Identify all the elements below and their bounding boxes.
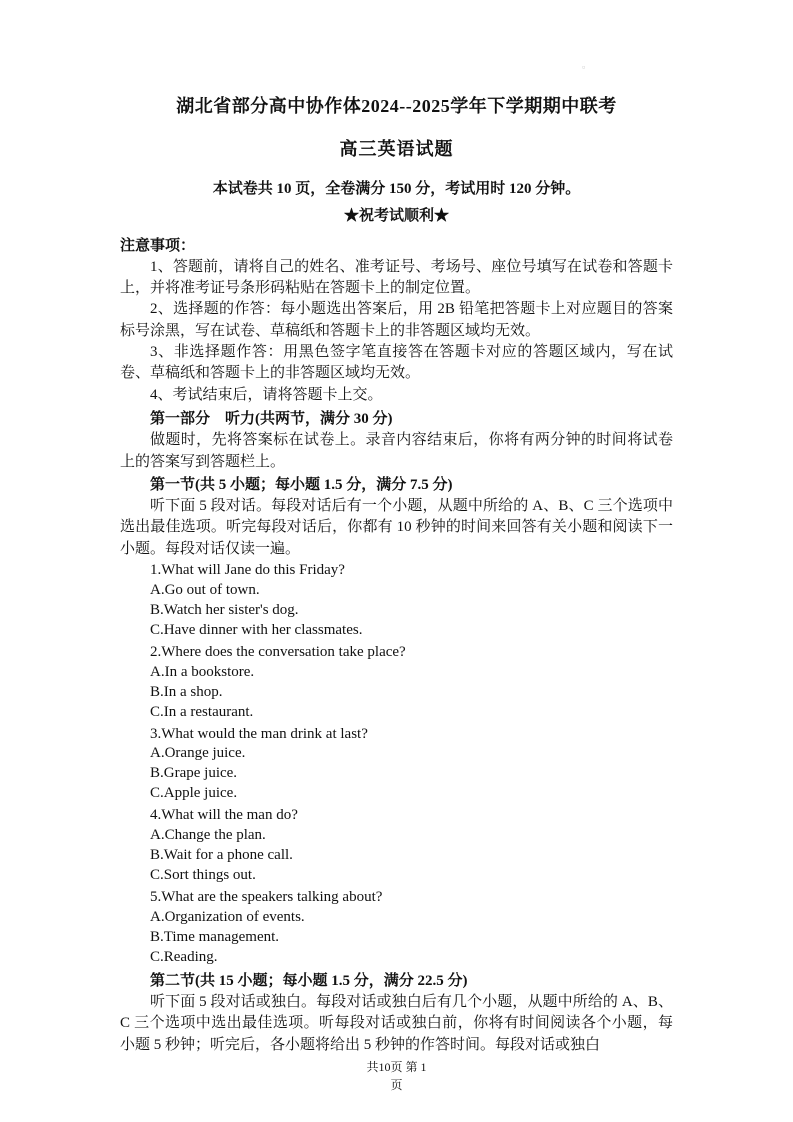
option-b: B.Time management. <box>150 928 280 945</box>
option-b: B.In a shop. <box>150 683 223 700</box>
section2-heading: 第二节(共 15 小题；每小题 1.5 分，满分 22.5 分) <box>150 972 468 989</box>
section2-intro: 听下面 5 段对话或独白。每段对话或独白后有几个小题，从题中所给的 A、B、C 三个选项中选出最佳选项。听每段对话或独白前，你将有时间阅读各个小题，每小题 5 秒钟；听完后，各小题将给出 5 秒钟的作答时间。每段对话或独白 <box>120 994 673 1053</box>
notice-item-4: 4、考试结束后，请将答题卡上交。 <box>150 386 383 403</box>
exam-title: 湖北省部分高中协作体2024--2025学年下学期期中联考 <box>176 96 617 116</box>
exam-subtitle: 高三英语试题 <box>339 139 454 159</box>
option-b: B.Watch her sister's dog. <box>150 601 299 618</box>
notice-item-1: 1、答题前，请将自己的姓名、准考证号、考场号、座位号填写在试卷和答题卡上，并将准考证号条形码粘贴在答题卡上的制定位置。 <box>120 258 673 297</box>
question-2 <box>120 643 673 723</box>
option-c: C.In a restaurant. <box>150 703 254 720</box>
part1-heading: 第一部分 听力(共两节，满分 30 分) <box>150 410 393 427</box>
question-5 <box>120 888 673 968</box>
question-1 <box>120 561 673 641</box>
option-a: A.Go out of town. <box>150 581 260 598</box>
option-b: B.Wait for a phone call. <box>150 847 293 864</box>
option-b: B.Grape juice. <box>150 765 238 782</box>
notice-item-3: 3、非选择题作答：用黑色签字笔直接答在答题卡对应的答题区域内，写在试卷、草稿纸和答题卡上的非答题区域均无效。 <box>120 344 673 382</box>
option-a: A.Organization of events. <box>150 908 305 925</box>
notice-item-2: 2、选择题的作答：每小题选出答案后，用 2B 铅笔把答题卡上对应题目的答案标号涂黑，写在试卷、草稿纸和答题卡上的非答题区域均无效。 <box>120 301 673 339</box>
question-text: 4.What will the man do? <box>150 807 298 824</box>
option-a: A.Orange juice. <box>150 745 246 762</box>
stray-mark: ▫ <box>582 62 586 72</box>
option-a: A.Change the plan. <box>150 827 266 844</box>
part1-intro: 做题时，先将答案标在试卷上。录音内容结束后，你将有两分钟的时间将试卷上的答案写到答题栏上。 <box>120 432 673 470</box>
section1-heading: 第一节(共 5 小题；每小题 1.5 分，满分 7.5 分) <box>150 476 453 493</box>
question-text: 5.What are the speakers talking about? <box>150 889 383 906</box>
exam-info: 本试卷共 10 页，全卷满分 150 分，考试用时 120 分钟。 <box>212 181 581 197</box>
question-3 <box>120 725 673 805</box>
section1-intro: 听下面 5 段对话。每段对话后有一个小题，从题中所给的 A、B、C 三个选项中选出最佳选项。听完每段对话后，你都有 10 秒钟的时间来回答有关小题和阅读下一小题。每段对话仅读一遍。 <box>120 498 673 557</box>
footer-line-1: 共10页 第 1 <box>366 1060 427 1074</box>
notice-heading: 注意事项： <box>120 237 196 254</box>
question-text: 1.What will Jane do this Friday? <box>150 562 345 579</box>
question-4 <box>120 806 673 886</box>
option-c: C.Reading. <box>150 948 218 965</box>
question-text: 3.What would the man drink at last? <box>150 725 368 742</box>
exam-wish: ★祝考试顺利★ <box>343 208 449 225</box>
footer-line-2: 页 <box>390 1078 403 1092</box>
page-footer <box>120 1058 673 1094</box>
option-c: C.Apple juice. <box>150 785 238 802</box>
question-text: 2.Where does the conversation take place? <box>150 643 406 660</box>
option-c: C.Sort things out. <box>150 867 256 884</box>
option-a: A.In a bookstore. <box>150 663 255 680</box>
option-c: C.Have dinner with her classmates. <box>150 621 363 638</box>
